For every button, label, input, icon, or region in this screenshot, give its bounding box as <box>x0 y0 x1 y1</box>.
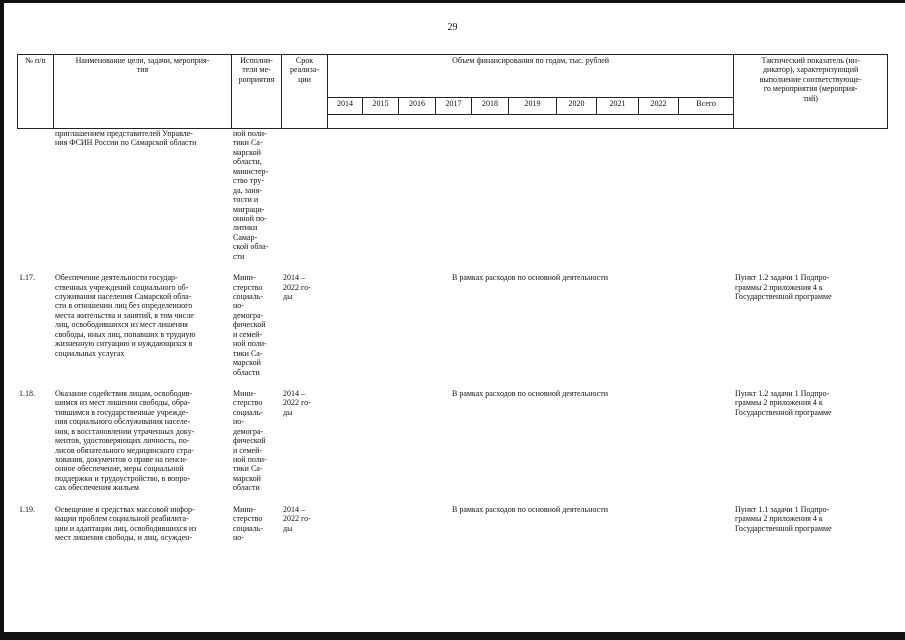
row-name: Оказание содействия лицам, освободив- шимся из мест лишения свободы, обра- тившимся в государственные учрежде- ния социального обслуживания населе- ния, в восстановлении утраченных доку- ментов, удостоверяющих личность, по- лисов обязательного медицинского стра- хования, документов о праве на пенси- онное обеспечение, меры социальной поддержки и трудоустройство, в вопро- сах обеспечения жильем <box>55 388 195 493</box>
row-funding: В рамках расходов по основной деятельности <box>451 273 609 283</box>
page-frame-left <box>0 0 4 640</box>
header-year: 2017 <box>436 98 472 115</box>
row-executor: Мини- стерство социаль- но- демогра- фической и семей- ной поли- тики Са- марской области <box>233 388 267 493</box>
table-row <box>17 495 887 545</box>
page-frame-bottom <box>0 632 905 640</box>
page-frame-top <box>0 0 905 3</box>
header-executor: Исполни- тели ме- роприятия <box>232 55 282 129</box>
row-executor: Мини- стерство социаль- но- демогра- фической и семей- ной поли- тики Са- марской области <box>233 273 267 377</box>
header-name: Наименование цели, задачи, мероприя- тия <box>54 55 232 129</box>
header-funding: Объем финансирования по годам, тыс. рублей <box>328 55 734 98</box>
row-num <box>17 127 53 263</box>
header-year: 2021 <box>597 98 639 115</box>
row-executor: ной поли- тики Са- марской области, министер- ство тру- да, заня- тости и миграци- онной по- литики Самар- ской обла- сти <box>233 129 269 261</box>
header-year: 2020 <box>557 98 597 115</box>
table-header <box>17 54 888 129</box>
row-name: Обеспечение деятельности государ- ственных учреждений социального об- служивания населения Самарской обла- сти в отношении лиц без определенного места жительства и занятий, в том числе лиц, освободившихся из мест лишения свободы, иных лиц, попавших в трудную жизненную ситуацию и нуждающихся в социальных услугах <box>55 273 196 358</box>
header-year: 2019 <box>509 98 557 115</box>
row-indicator: Пункт 1.2 задачи 1 Подпро- граммы 2 приложения 4 к Государственной программе <box>735 273 832 301</box>
row-term: 2014 – 2022 го- ды <box>283 273 311 301</box>
row-name: Освещение в средствах массовой инфор- мации проблем социальной реабилита- ции и адаптации лиц, освободившихся из мест лишения свободы, и лиц, осужден- <box>55 504 197 543</box>
header-indicator: Тактический показатель (ин- дикатор), характеризующий выполнение соответствующе- го мероприятия (мероприя- тий) <box>734 55 888 129</box>
table-row <box>17 127 887 263</box>
row-term: 2014 – 2022 го- ды <box>283 504 311 533</box>
table-row <box>17 263 887 379</box>
row-indicator <box>733 127 887 263</box>
row-executor: Мини- стерство социаль- но- <box>233 504 264 543</box>
header-year: 2022 <box>639 98 679 115</box>
header-term: Срок реализа- ции <box>282 55 328 129</box>
row-indicator: Пункт 1.2 задачи 1 Подпро- граммы 2 приложения 4 к Государственной программе <box>735 388 832 417</box>
row-indicator: Пункт 1.1 задачи 1 Подпро- граммы 2 приложения 4 к Государственной программе <box>735 504 832 533</box>
header-year: 2015 <box>363 98 399 115</box>
row-name: приглашением представителей Управле- ния ФСИН России по Самарской области <box>55 129 197 148</box>
table-body <box>17 127 887 545</box>
header-year: 2018 <box>472 98 509 115</box>
row-funding: В рамках расходов по основной деятельности <box>451 388 609 398</box>
row-term: 2014 – 2022 го- ды <box>283 388 311 417</box>
header-year-total: Всего <box>679 98 734 115</box>
row-funding: В рамках расходов по основной деятельности <box>451 504 609 514</box>
row-term <box>281 127 327 263</box>
header-year: 2014 <box>328 98 363 115</box>
row-num: 1.18. <box>19 388 35 398</box>
page-number: 29 <box>447 22 458 33</box>
table-row <box>17 379 887 495</box>
row-num: 1.17. <box>19 273 35 283</box>
header-num: № п/п <box>18 55 54 129</box>
header-year: 2016 <box>399 98 436 115</box>
row-funding <box>327 127 733 263</box>
row-num: 1.19. <box>19 504 35 514</box>
